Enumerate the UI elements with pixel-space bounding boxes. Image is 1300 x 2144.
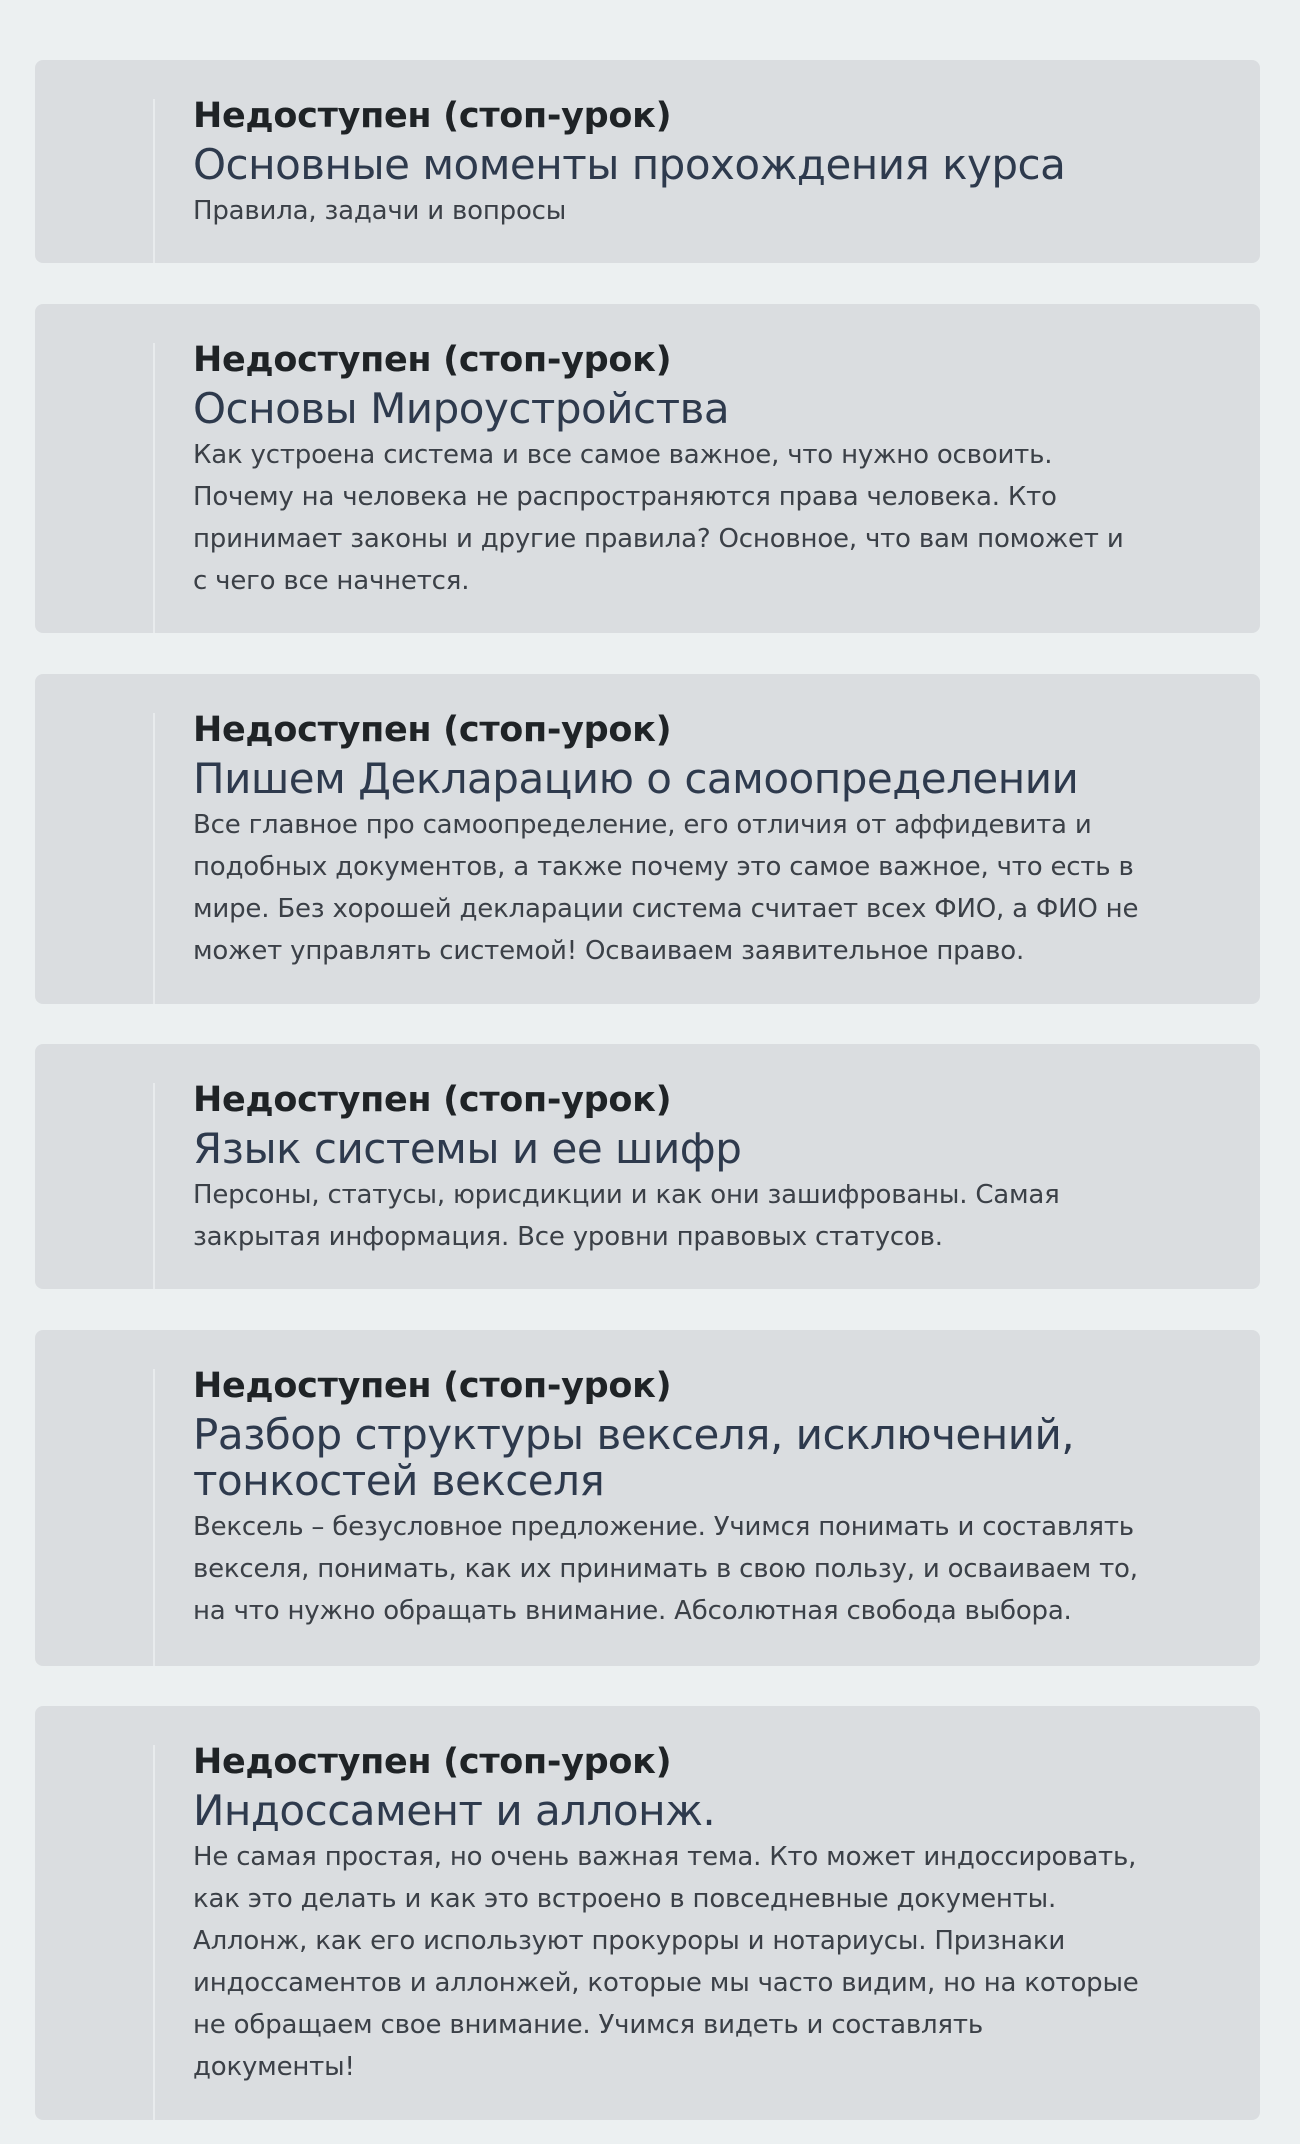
- lesson-icon-area: [35, 713, 155, 1004]
- lesson-status: Недоступен (стоп-урок): [193, 1742, 672, 1782]
- lesson-description: Вексель – безусловное предложение. Учимся понимать и составлять векселя, понимать, как их принимать в свою пользу, и осваиваем то, на что нужно обращать внимание. Абсолютная свобода выбора.: [193, 1512, 1138, 1626]
- lesson-card-4[interactable]: [35, 1044, 1260, 1289]
- lesson-description: Правила, задачи и вопросы: [193, 196, 567, 226]
- lesson-title: Пишем Декларацию о самоопределении: [193, 754, 1079, 803]
- lesson-icon-area: [35, 343, 155, 633]
- lesson-body: [155, 1742, 1260, 2120]
- lesson-icon-area: [35, 1083, 155, 1289]
- lesson-title: Язык системы и ее шифр: [193, 1124, 742, 1173]
- lesson-status: Недоступен (стоп-урок): [193, 96, 672, 136]
- lesson-icon-area: [35, 1745, 155, 2120]
- lesson-card-3[interactable]: [35, 674, 1260, 1004]
- lesson-description: Персоны, статусы, юрисдикции и как они зашифрованы. Самая закрытая информация. Все уровни правовых статусов.: [193, 1180, 1060, 1252]
- lesson-description: Как устроена система и все самое важное, что нужно освоить. Почему на человека не распространяются права человека. Кто принимает законы и другие правила? Основное, что вам поможет и с чего все начнется.: [193, 440, 1124, 596]
- lesson-body: [155, 96, 1185, 263]
- lesson-card-2[interactable]: [35, 304, 1260, 633]
- lesson-card-6[interactable]: [35, 1706, 1260, 2120]
- lesson-status: Недоступен (стоп-урок): [193, 340, 672, 380]
- lesson-icon-area: [35, 1369, 155, 1666]
- lesson-card-1[interactable]: [35, 60, 1260, 263]
- lesson-body: [155, 1366, 1260, 1666]
- lesson-status: Недоступен (стоп-урок): [193, 710, 672, 750]
- lesson-title: Основные моменты прохождения курса: [193, 140, 1066, 189]
- lesson-body: [155, 1080, 1260, 1289]
- lesson-title: Разбор структуры векселя, исключений, тонкостей векселя: [193, 1410, 1075, 1505]
- lesson-description: Все главное про самоопределение, его отличия от аффидевита и подобных документов, а также почему это самое важное, что есть в мире. Без хорошей декларации система считает всех ФИО, а ФИО не может управлять системой! Осваиваем заявительное право.: [193, 810, 1139, 966]
- lesson-body: [155, 710, 1260, 1004]
- lesson-icon-area: [35, 99, 155, 263]
- lesson-title: Основы Мироустройства: [193, 384, 730, 433]
- lesson-title: Индоссамент и аллонж.: [193, 1786, 716, 1835]
- lesson-body: [155, 340, 1260, 633]
- lesson-card-5[interactable]: [35, 1330, 1260, 1666]
- lesson-status: Недоступен (стоп-урок): [193, 1080, 672, 1120]
- lesson-status: Недоступен (стоп-урок): [193, 1366, 672, 1406]
- lesson-description: Не самая простая, но очень важная тема. Кто может индоссировать, как это делать и как это встроено в повседневные документы. Аллонж, как его используют прокуроры и нотариусы. Признаки индоссаментов и аллонжей, которые мы часто видим, но на которые не обращаем свое внимание. Учимся видеть и составлять документы!: [193, 1842, 1139, 2082]
